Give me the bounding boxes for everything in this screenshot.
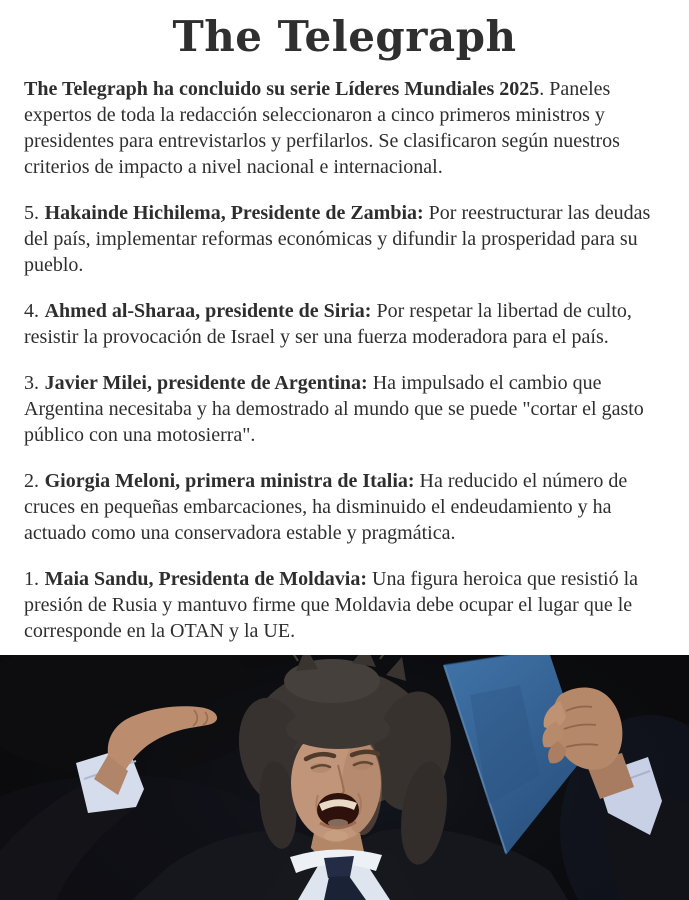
masthead: [0, 0, 689, 62]
leader-description: Ha reducido el número de cruces en pequeñas embarcaciones, ha disminuido el endeudamiento y ha actuado como una conservadora estable y pragmática.: [24, 470, 628, 544]
leader-name: Javier Milei, presidente de Argentina:: [44, 372, 368, 394]
milei-photo: [0, 655, 689, 900]
ranking-item-1: [24, 566, 665, 644]
ranking-item-2: [24, 468, 665, 546]
masthead-title: The Telegraph: [172, 12, 517, 61]
leader-description: Por reestructurar las deudas del país, implementar reformas económicas y difundir la prosperidad para su pueblo.: [24, 202, 651, 276]
ranking-item-5: [24, 200, 665, 278]
rank-number: 5.: [24, 202, 39, 224]
intro-rest-text: . Paneles expertos de toda la redacción seleccionaron a cinco primeros ministros y presidentes para entrevistarlos y perfilarlos. Se clasificaron según nuestros criterios de impacto a nivel nacional e internacional.: [24, 78, 620, 178]
rank-number: 2.: [24, 470, 39, 492]
leader-description: Por respetar la libertad de culto, resistir la provocación de Israel y ser una fuerza moderadora para el país.: [24, 300, 632, 348]
intro-bold-text: The Telegraph ha concluido su serie Líderes Mundiales 2025: [24, 78, 540, 100]
leader-name: Giorgia Meloni, primera ministra de Italia:: [44, 470, 415, 492]
intro-paragraph: [24, 76, 665, 180]
rank-number: 3.: [24, 372, 39, 394]
leader-description: Ha impulsado el cambio que Argentina necesitaba y ha demostrado al mundo que se puede "cortar el gasto público con una motosierra".: [24, 372, 644, 446]
article-body: [0, 62, 689, 644]
leader-name: Maia Sandu, Presidenta de Moldavia:: [44, 568, 368, 590]
leader-name: Ahmed al-Sharaa, presidente de Siria:: [44, 300, 372, 322]
rank-number: 4.: [24, 300, 39, 322]
ranking-item-3: [24, 370, 665, 448]
rank-number: 1.: [24, 568, 39, 590]
ranking-item-4: [24, 298, 665, 350]
leader-description: Una figura heroica que resistió la presión de Rusia y mantuvo firme que Moldavia debe ocupar el lugar que le corresponde en la OTAN y la UE.: [24, 568, 639, 642]
leader-name: Hakainde Hichilema, Presidente de Zambia:: [44, 202, 424, 224]
